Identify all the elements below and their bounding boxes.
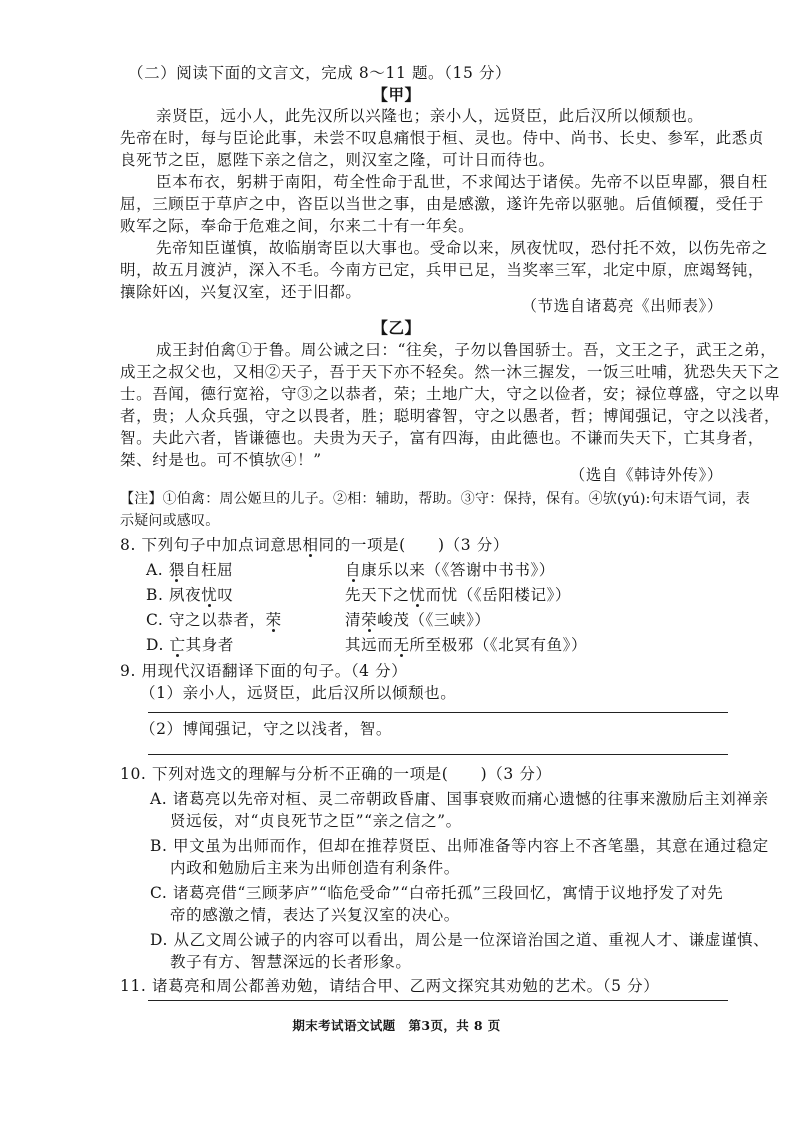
answer-line[interactable]: [148, 754, 728, 755]
question-8-option-a-compare: 自康乐以来（《答谢中书书》）: [345, 561, 555, 579]
passage-yi-line: 成王之叔父也，又相②天子，吾于天下亦不轻矣。然一沐三握发，一饭三吐哺，犹恐失天下之: [120, 363, 781, 381]
passage-yi-line: 士。吾闻，德行宽裕，守③之以恭者，荣；土地广大，守之以俭者，安；禄位尊盛，守之以卑: [120, 385, 781, 403]
answer-line[interactable]: [148, 1000, 728, 1001]
passage-jia-source: （节选自诸葛亮《出师表》）: [521, 297, 723, 315]
passage-jia-label: 【甲】: [372, 85, 421, 104]
question-10-option-c-cont: 帝的感激之情，表达了兴复汉室的决心。: [170, 906, 460, 924]
passage-jia-line: 败军之际，奉命于危难之间，尔来二十有一年矣。: [120, 217, 475, 235]
passage-jia-line: 臣本布衣，躬耕于南阳，苟全性命于乱世，不求闻达于诸侯。先帝不以臣卑鄙，猥自枉: [156, 173, 768, 191]
question-10-option-d: D. 从乙文周公诫子的内容可以看出，周公是一位深谙治国之道、重视人才、谦虚谨慎、: [150, 931, 770, 949]
question-11-stem: 11. 诸葛亮和周公都善劝勉，请结合甲、乙两文探究其劝勉的艺术。（5 分）: [120, 977, 660, 995]
page-footer: 期末考试语文试题 第3页，共 8 页: [292, 1018, 501, 1033]
question-10-option-a: A. 诸葛亮以先帝对桓、灵二帝朝政昏庸、国事衰败而痛心遗憾的往事来激励后主刘禅亲: [150, 790, 769, 808]
question-9-sentence-1: （1）亲小人，远贤臣，此后汉所以倾颓也。: [140, 684, 457, 702]
annotation-note: 示疑问或感叹。: [120, 513, 220, 529]
question-10-option-b-cont: 内政和勉励后主来为出师创造有利条件。: [170, 859, 460, 877]
question-8-option-d: D. 亡其身者: [146, 636, 234, 654]
question-9-sentence-2: （2）博闻强记，守之以浅者，智。: [140, 720, 392, 738]
passage-jia-line: 明，故五月渡泸，深入不毛。今南方已定，兵甲已足，当奖率三军，北定中原，庶竭驽钝，: [120, 261, 765, 279]
question-8-option-a: A. 猥自枉屈: [146, 561, 234, 579]
answer-line[interactable]: [148, 712, 728, 713]
question-8-stem: 8. 下列句子中加点词意思相同的一项是( )（3 分）: [120, 536, 509, 554]
question-8-option-d-compare: 其远而无所至极邪（《北冥有鱼》）: [345, 636, 588, 654]
question-8-option-c-compare: 清荣峻茂（《三峡》）: [345, 611, 491, 629]
passage-yi-line: 桀、纣是也。可不慎欤④！”: [120, 451, 322, 469]
passage-jia-line: 亲贤臣，远小人，此先汉所以兴隆也；亲小人，远贤臣，此后汉所以倾颓也。: [156, 107, 704, 125]
passage-jia-line: 先帝在时，每与臣论此事，未尝不叹息痛恨于桓、灵也。侍中、尚书、长史、参军，此悉贞: [120, 129, 765, 147]
passage-yi-line: 成王封伯禽①于鲁。周公诫之曰：“往矣，子勿以鲁国骄士。吾，文王之子，武王之弟，: [156, 341, 777, 359]
passage-jia-line: 攘除奸凶，兴复汉室，还于旧都。: [120, 283, 362, 301]
question-8-option-c: C. 守之以恭者，荣: [146, 611, 282, 629]
passage-jia-line: 先帝知臣谨慎，故临崩寄臣以大事也。受命以来，夙夜忧叹，恐付托不效，以伤先帝之: [156, 239, 768, 257]
question-10-option-d-cont: 教子有方、智慧深远的长者形象。: [170, 953, 412, 971]
question-9-stem: 9. 用现代汉语翻译下面的句子。（4 分）: [120, 662, 408, 680]
passage-yi-label: 【乙】: [372, 318, 421, 337]
passage-jia-line: 屈，三顾臣于草庐之中，咨臣以当世之事，由是感激，遂许先帝以驱驰。后值倾覆，受任于: [120, 195, 765, 213]
annotation-note: 【注】①伯禽：周公姬旦的儿子。②相：辅助，帮助。③守：保持，保有。④欤(yú):句末语气词，表: [120, 491, 750, 507]
question-10-option-c: C. 诸葛亮借“三顾茅庐”“临危受命”“白帝托孤”三段回忆，寓情于议地抒发了对先: [150, 884, 724, 902]
question-10-option-b: B. 甲文虽为出师而作，但却在推荐贤臣、出师准备等内容上不吝笔墨，其意在通过稳定: [150, 837, 769, 855]
passage-yi-line: 智。夫此六者，皆谦德也。夫贵为天子，富有四海，由此德也。不谦而失天下，亡其身者，: [120, 429, 765, 447]
question-8-option-b: B. 夙夜忧叹: [146, 586, 234, 604]
passage-yi-source: （选自《韩诗外传》）: [569, 466, 723, 484]
question-8-option-b-compare: 先天下之忧而忧（《岳阳楼记》）: [345, 586, 572, 604]
passage-yi-line: 者，贵；人众兵强，守之以畏者，胜；聪明睿智，守之以愚者，哲；博闻强记，守之以浅者，: [120, 407, 781, 425]
section-heading: （二）阅读下面的文言文，完成 8～11 题。（15 分）: [128, 64, 512, 82]
question-10-option-a-cont: 贤远佞，对“贞良死节之臣”“亲之信之”。: [170, 812, 462, 830]
question-10-stem: 10. 下列对选文的理解与分析不正确的一项是( )（3 分）: [120, 765, 552, 783]
passage-jia-line: 良死节之臣，愿陛下亲之信之，则汉室之隆，可计日而待也。: [120, 151, 555, 169]
